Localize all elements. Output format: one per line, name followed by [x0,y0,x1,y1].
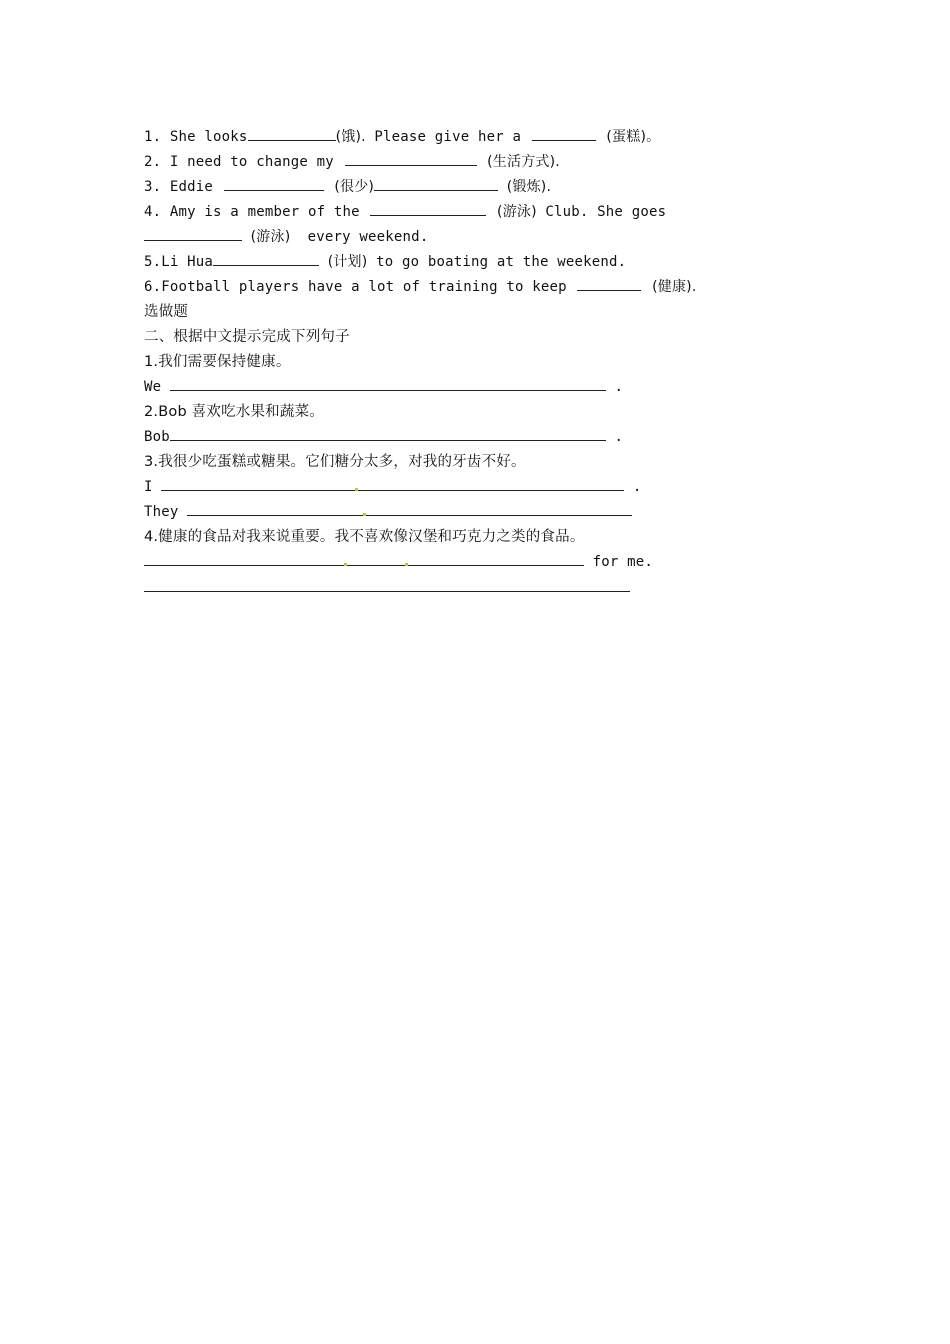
translation-answer-1 [144,375,704,400]
chinese-hint: (计划) [327,254,368,270]
translation-answer-4 [144,550,704,575]
answer-start-word: Bob [144,429,170,445]
item-text: to go boating at the weekend. [376,254,627,270]
translation-answer-2 [144,425,704,450]
item-text: She looks [169,129,248,145]
chinese-hint: (游泳) [497,204,537,220]
answer-line[interactable] [170,376,606,391]
answer-end-punct: . [614,429,624,445]
item-text: Amy is a member of the [169,204,360,220]
item-text: Football players have a lot of training to keep [161,279,567,295]
answer-line[interactable] [187,501,363,516]
translation-prompt-2: 2.Bob 喜欢吃水果和蔬菜。 [144,404,324,420]
chinese-hint: (很少) [334,179,375,195]
item-text: Please give her a [374,129,522,145]
answer-line[interactable] [144,591,630,592]
chinese-hint: (饿). [335,129,366,145]
item-text: Li Hua [161,254,214,270]
answer-line[interactable] [170,426,606,441]
item-text: I need to change my [169,154,334,170]
answer-blank[interactable] [144,226,242,241]
answer-start-word: I [144,479,153,495]
answer-start-word: We [144,379,162,395]
answer-blank[interactable] [248,126,336,141]
answer-line[interactable] [408,551,584,566]
answer-line[interactable] [347,551,405,566]
item-text: every weekend. [307,229,429,245]
exercise-item-1 [144,125,704,150]
answer-start-word: They [144,504,179,520]
section-two-title [144,325,704,350]
answer-blank[interactable] [532,126,596,141]
answer-end-punct: . [632,479,642,495]
chinese-hint: (蛋糕)。 [606,129,661,145]
item-number: 2. [144,154,162,170]
translation-prompt-1: 1.我们需要保持健康。 [144,354,291,370]
section-title-text: 二、根据中文提示完成下列句子 [144,329,350,345]
answer-end-text: for me. [592,554,654,570]
item-number: 3. [144,179,162,195]
translation-prompt-3: 3.我很少吃蛋糕或糖果。它们糖分太多，对我的牙齿不好。 [144,454,526,470]
answer-blank[interactable] [224,176,324,191]
item-number: 5. [144,254,162,270]
answer-end-punct: . [614,379,624,395]
item-number: 1. [144,129,162,145]
exercise-item-2 [144,150,704,175]
item-text: Eddie [169,179,214,195]
answer-blank[interactable] [374,176,498,191]
answer-blank[interactable] [370,201,486,216]
answer-line[interactable] [161,476,355,491]
translation-answer-3 [144,475,704,500]
answer-line[interactable] [358,476,624,491]
translation-answer-3b [144,500,704,525]
exercise-item-4 [144,200,704,225]
worksheet-content [144,125,704,600]
chinese-hint: (锻炼). [506,179,552,195]
answer-blank[interactable] [577,276,641,291]
exercise-item-4-continued [144,225,704,250]
optional-section-title: 选做题 [144,304,189,320]
answer-blank[interactable] [213,251,319,266]
translation-prompt-4: 4.健康的食品对我来说重要。我不喜欢像汉堡和巧克力之类的食品。 [144,529,585,545]
item-number: 4. [144,204,162,220]
answer-line[interactable] [366,501,632,516]
exercise-item-6 [144,275,704,300]
item-number: 6. [144,279,162,295]
chinese-hint: (游泳) [250,229,291,245]
exercise-item-5 [144,250,704,275]
item-text: Club. She goes [545,204,667,220]
chinese-hint: (健康). [652,279,697,295]
chinese-hint: (生活方式). [487,154,560,170]
answer-line[interactable] [144,551,344,566]
answer-blank[interactable] [345,151,477,166]
exercise-item-3 [144,175,704,200]
translation-answer-4b [144,575,704,600]
